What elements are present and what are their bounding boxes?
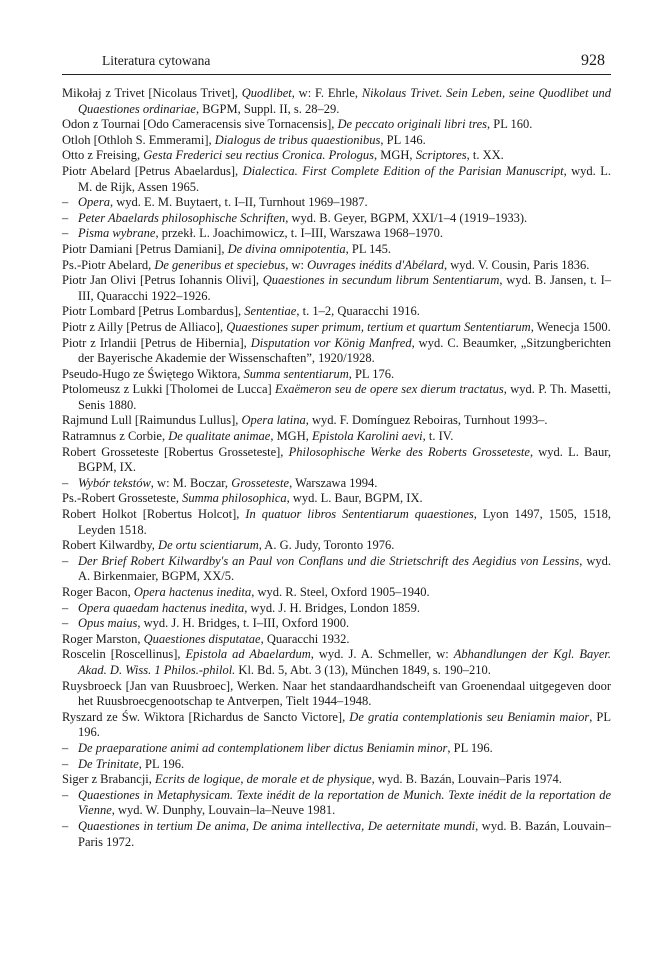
bibliography-subentry: [62, 226, 611, 242]
entry-text: , MGH,: [374, 148, 416, 163]
dash-marker: –: [62, 210, 69, 225]
entry-title-italic: Dialectica. First Complete Edition of the Parisian Manuscript: [242, 163, 564, 178]
entry-title-italic: Quaestiones in Metaphysicam. Texte inédit de la reportation de Munich. Texte inédit de la reportation de Vienne: [78, 787, 611, 818]
entry-text: , wyd. C. Beaumker, „Sitzungberichten der Bayerische Akademie der Wissenschaften”, 1920/1928.: [78, 335, 611, 366]
entry-title-italic: Nikolaus Trivet. Sein Leben, seine Quodlibet und Quaestiones ordinariae: [78, 86, 611, 116]
entry-text: , wyd. F. Domínguez Reboiras, Turnhout 1993–.: [305, 413, 548, 428]
entry-title-italic: Philosophische Werke des Roberts Grosseteste: [288, 444, 530, 459]
bibliography-entry: [62, 148, 611, 164]
bibliography-entry: [62, 585, 611, 601]
entry-text: Roger Marston,: [62, 631, 144, 646]
bibliography-entry: [62, 320, 611, 336]
entry-text: , wyd. W. Dunphy, Louvain–la–Neuve 1981.: [111, 803, 336, 818]
bibliography-entry: [62, 273, 611, 304]
bibliography-entry: [62, 772, 611, 788]
entry-text: , wyd. E. M. Buytaert, t. I–II, Turnhout 1969–1987.: [109, 195, 368, 210]
entry-title-italic: De Trinitate: [78, 756, 139, 771]
entry-text: , w: M. Boczar,: [150, 475, 232, 490]
entry-title-italic: Quaestiones super primum, tertium et quartum Sententiarum: [226, 319, 531, 334]
entry-title-italic: Peter Abaelards philosophische Schriften: [78, 210, 286, 225]
bibliography-subentry: [62, 741, 611, 757]
entry-text: , wyd. B. Bazán, Louvain–Paris 1974.: [371, 772, 562, 787]
entry-text: , wyd. A. Birkenmaier, BGPM, XX/5.: [78, 553, 611, 584]
entry-text: , t. 1–2, Quaracchi 1916.: [296, 304, 420, 319]
entry-text: , w:: [285, 257, 308, 272]
entry-title-italic: Quaestiones in tertium De anima, De anima intellectiva, De aeternitate mundi: [78, 818, 476, 833]
entry-title-italic: Disputation vor König Manfred: [250, 335, 412, 350]
entry-title-italic: Quodlibet: [241, 86, 292, 100]
entry-title-italic: Opus maius: [78, 616, 138, 631]
entry-text: Rajmund Lull [Raimundus Lullus],: [62, 413, 242, 428]
bibliography-entry: [62, 710, 611, 741]
entry-text: Mikołaj z Trivet [Nicolaus Trivet],: [62, 86, 242, 100]
entry-text: , PL 196.: [138, 756, 185, 771]
entry-text: , MGH,: [270, 429, 312, 444]
bibliography-entry: [62, 679, 611, 710]
dash-marker: –: [62, 756, 69, 771]
entry-text: , wyd. J. A. Schmeller, w:: [310, 647, 454, 662]
entry-title-italic: De divina omnipotentia: [227, 241, 346, 256]
entry-text: , wyd. L. Baur, BGPM, IX.: [286, 491, 423, 506]
entry-text: , wyd. J. H. Bridges, London 1859.: [244, 600, 420, 615]
dash-marker: –: [62, 740, 69, 755]
entry-text: , Quaracchi 1932.: [260, 631, 350, 646]
entry-title-italic: Wybór tekstów: [78, 475, 151, 490]
running-title: Literatura cytowana: [102, 53, 211, 68]
entry-text: Piotr z Irlandii [Petrus de Hibernia],: [62, 335, 251, 350]
bibliography-entry: [62, 117, 611, 133]
entry-title-italic: Der Brief Robert Kilwardby's an Paul von Conflans und die Strietschrift des Aegidius von Lessins: [78, 553, 580, 568]
entry-text: Ruysbroeck [Jan van Ruusbroec], Werken. Naar het standaardhandscheift van Groenendaal uitgegeven door het Ruusbroecgenootschap te Antverpen, Tielt 1944–1948.: [62, 678, 611, 709]
entry-text: , PL 145.: [345, 241, 392, 256]
dash-marker: –: [62, 226, 69, 241]
bibliography-subentry: [62, 757, 611, 773]
dash-marker: –: [62, 787, 69, 802]
entry-title-italic: Pisma wybrane: [78, 226, 156, 241]
entry-title-italic: Quaestiones in secundum librum Sententiarum: [262, 273, 500, 288]
running-header: [62, 52, 611, 70]
dash-marker: –: [62, 553, 69, 568]
entry-text: Robert Kilwardby,: [62, 538, 159, 553]
entry-text: , wyd. B. Jansen, t. I–III, Quaracchi 1922–1926.: [78, 273, 611, 303]
entry-text: , PL 196.: [447, 740, 493, 755]
entry-title-italic: Scriptores: [415, 148, 467, 163]
bibliography-entry: [62, 445, 611, 476]
bibliography-entry: [62, 429, 611, 445]
entry-title-italic: Dialogus de tribus quaestionibus: [214, 132, 381, 147]
bibliography-page: [62, 52, 611, 850]
entry-text: Piotr Jan Olivi [Petrus Iohannis Olivi],: [62, 273, 263, 288]
bibliography-entry: [62, 164, 611, 195]
entry-title-italic: Opera hactenus inedita: [133, 585, 252, 599]
entry-title-italic: Quaestiones disputatae: [143, 631, 261, 646]
entry-title-italic: De gratia contemplationis seu Beniamin maior: [349, 709, 590, 724]
bibliography-entry: [62, 367, 611, 383]
bibliography-subentry: [62, 819, 611, 850]
entry-text: , PL 176.: [348, 366, 395, 381]
page-number: 928: [581, 52, 605, 69]
entry-text: Otto z Freising,: [62, 148, 144, 163]
entry-title-italic: Opera quaedam hactenus inedita: [78, 600, 245, 615]
entry-text: Piotr Abelard [Petrus Abaelardus],: [62, 163, 243, 178]
entry-text: , przekł. L. Joachimowicz, t. I–III, Warszawa 1968–1970.: [155, 226, 443, 241]
entry-text: , PL 160.: [487, 117, 533, 132]
entry-text: , Wenecja 1500.: [530, 319, 611, 334]
entry-text: Robert Grosseteste [Robertus Grosseteste],: [62, 444, 289, 459]
entry-text: Piotr Damiani [Petrus Damiani],: [62, 241, 228, 256]
entry-title-italic: De ortu scientiarum: [158, 538, 259, 553]
bibliography-entry: [62, 242, 611, 258]
entry-text: Roscelin [Roscellinus],: [62, 647, 186, 662]
entry-title-italic: De praeparatione animi ad contemplationem liber dictus Beniamin minor: [78, 740, 448, 755]
bibliography-subentry: [62, 601, 611, 617]
entry-text: Piotr Lombard [Petrus Lombardus],: [62, 304, 245, 319]
entry-text: , w: F. Ehrle,: [291, 86, 362, 100]
entry-title-italic: Ouvrages inédits d'Abélard: [307, 257, 445, 272]
bibliography-list: [62, 86, 611, 850]
bibliography-entry: [62, 491, 611, 507]
entry-title-italic: De peccato originali libri tres: [337, 117, 488, 132]
entry-title-italic: Epistola ad Abaelardum: [185, 647, 311, 662]
entry-title-italic: Epistola Karolini aevi: [311, 429, 423, 444]
entry-title-italic: Opera: [78, 195, 110, 210]
entry-text: , t. XX.: [466, 148, 504, 163]
entry-text: Ps.-Piotr Abelard,: [62, 257, 155, 272]
entry-text: , PL 196.: [78, 709, 611, 740]
entry-text: , wyd. B. Bazán, Louvain–Paris 1972.: [78, 818, 611, 849]
entry-text: , wyd. J. H. Bridges, t. I–III, Oxford 1900.: [137, 616, 350, 631]
entry-text: , BGPM, Suppl. II, s. 28–29.: [195, 101, 340, 116]
dash-marker: –: [62, 195, 69, 210]
entry-text: , PL 146.: [380, 132, 426, 147]
bibliography-entry: [62, 647, 611, 678]
entry-text: Roger Bacon,: [62, 585, 134, 599]
dash-marker: –: [62, 600, 69, 615]
entry-text: Pseudo-Hugo ze Świętego Wiktora,: [62, 366, 244, 381]
bibliography-entry: [62, 538, 611, 554]
bibliography-subentry: [62, 788, 611, 819]
entry-text: , Lyon 1497, 1505, 1518, Leyden 1518.: [78, 507, 611, 537]
bibliography-entry: [62, 133, 611, 149]
dash-marker: –: [62, 818, 69, 833]
entry-text: Ryszard ze Św. Wiktora [Richardus de Sancto Victore],: [62, 709, 350, 724]
entry-title-italic: Gesta Frederici seu rectius Cronica. Prologus: [143, 148, 375, 163]
entry-text: Odon z Tournai [Odo Cameracensis sive Tornacensis],: [62, 117, 338, 132]
bibliography-subentry: [62, 554, 611, 585]
entry-text: , wyd. L. M. de Rijk, Assen 1965.: [78, 163, 611, 194]
entry-title-italic: Opera latina: [241, 413, 306, 428]
entry-title-italic: Summa sententiarum: [243, 366, 349, 381]
bibliography-entry: [62, 382, 611, 413]
entry-text: , wyd. V. Cousin, Paris 1836.: [444, 257, 590, 272]
entry-text: , wyd. P. Th. Masetti, Senis 1880.: [78, 382, 612, 412]
entry-title-italic: Exaëmeron seu de opere sex dierum tractatus: [275, 382, 504, 397]
entry-text: Piotr z Ailly [Petrus de Alliaco],: [62, 319, 227, 334]
dash-marker: –: [62, 475, 69, 490]
bibliography-subentry: [62, 616, 611, 632]
bibliography-subentry: [62, 476, 611, 492]
header-rule: [62, 74, 611, 75]
entry-title-italic: In quatuor libros Sententiarum quaestiones: [245, 507, 474, 522]
entry-title-italic: Sententiae: [244, 304, 297, 319]
entry-title-italic: Abhandlungen der Kgl. Bayer. Akad. D. Wiss. 1 Philos.-philol.: [78, 647, 612, 677]
entry-text: , wyd. R. Steel, Oxford 1905–1940.: [251, 585, 430, 599]
entry-title-italic: De qualitate animae: [168, 429, 271, 444]
entry-text: Ptolomeusz z Lukki [Tholomei de Lucca]: [62, 382, 276, 397]
entry-text: Ps.-Robert Grosseteste,: [62, 491, 183, 506]
bibliography-entry: [62, 507, 611, 538]
bibliography-subentry: [62, 211, 611, 227]
entry-text: Kl. Bd. 5, Abt. 3 (13), München 1849, s. 190–210.: [235, 662, 491, 677]
entry-title-italic: Ecrits de logique, de morale et de physique: [155, 772, 372, 787]
entry-text: Siger z Brabancji,: [62, 772, 156, 787]
entry-text: , wyd. B. Geyer, BGPM, XXI/1–4 (1919–1933).: [285, 210, 528, 225]
entry-text: , wyd. L. Baur, BGPM, IX.: [78, 444, 611, 475]
bibliography-entry: [62, 304, 611, 320]
entry-text: Otloh [Othloh S. Emmerami],: [62, 132, 215, 147]
entry-text: , t. IV.: [422, 429, 454, 444]
entry-title-italic: Grosseteste: [231, 475, 290, 490]
entry-title-italic: Summa philosophica: [182, 491, 287, 506]
bibliography-entry: [62, 86, 611, 117]
entry-text: , Warszawa 1994.: [289, 475, 378, 490]
bibliography-entry: [62, 413, 611, 429]
bibliography-entry: [62, 258, 611, 274]
entry-text: , A. G. Judy, Toronto 1976.: [258, 538, 395, 553]
entry-text: Robert Holkot [Robertus Holcot],: [62, 507, 246, 522]
entry-text: Ratramnus z Corbie,: [62, 429, 169, 444]
entry-title-italic: De generibus et speciebus: [154, 257, 286, 272]
bibliography-subentry: [62, 195, 611, 211]
bibliography-entry: [62, 632, 611, 648]
dash-marker: –: [62, 616, 69, 631]
bibliography-entry: [62, 336, 611, 367]
